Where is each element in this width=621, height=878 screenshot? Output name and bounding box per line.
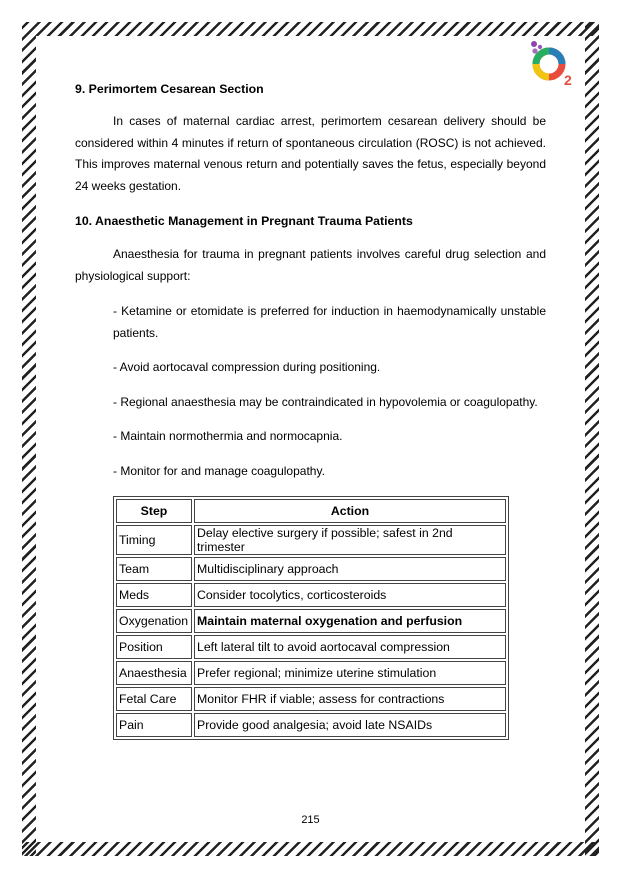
page-border-left: [22, 22, 36, 856]
table-cell: Prefer regional; minimize uterine stimulation: [194, 661, 506, 685]
page-border-top: [22, 22, 599, 36]
list-item: - Ketamine or etomidate is preferred for induction in haemodynamically unstable patients.: [113, 304, 546, 340]
table-row: [116, 525, 506, 555]
table-cell: Position: [116, 635, 192, 659]
table-row: [116, 713, 506, 737]
page-content: [75, 82, 546, 740]
page-border-right: [585, 22, 599, 856]
table-cell: Meds: [116, 583, 192, 607]
table-row: [116, 583, 506, 607]
table-row: [116, 635, 506, 659]
section-heading: 10. Anaesthetic Management in Pregnant Trauma Patients: [75, 214, 413, 228]
svg-text:2: 2: [564, 72, 572, 88]
table-cell: Anaesthesia: [116, 661, 192, 685]
table-cell: Maintain maternal oxygenation and perfusion: [194, 609, 506, 633]
table-cell: Team: [116, 557, 192, 581]
management-table: [113, 496, 509, 740]
table-header-row: [116, 499, 506, 523]
table-cell: Left lateral tilt to avoid aortocaval compression: [194, 635, 506, 659]
list-item: - Avoid aortocaval compression during positioning.: [113, 360, 381, 374]
list-item: - Regional anaesthesia may be contraindicated in hypovolemia or coagulopathy.: [113, 394, 538, 409]
table-row: [116, 661, 506, 685]
table-header-cell: Action: [194, 499, 506, 523]
table-cell: Delay elective surgery if possible; safest in 2nd trimester: [194, 525, 506, 555]
list-item: - Monitor for and manage coagulopathy.: [113, 463, 325, 478]
table-row: [116, 687, 506, 711]
table-cell: Monitor FHR if viable; assess for contractions: [194, 687, 506, 711]
table-cell: Oxygenation: [116, 609, 192, 633]
section-heading: 9. Perimortem Cesarean Section: [75, 82, 264, 96]
table-header-cell: Step: [116, 499, 192, 523]
table-cell: Multidisciplinary approach: [194, 557, 506, 581]
list-item: - Maintain normothermia and normocapnia.: [113, 429, 343, 443]
table-cell: Timing: [116, 525, 192, 555]
table-cell: Pain: [116, 713, 192, 737]
section-paragraph: Anaesthesia for trauma in pregnant patients involves careful drug selection and physiological support:: [75, 247, 546, 283]
bullet-list: [113, 301, 546, 482]
table-cell: Provide good analgesia; avoid late NSAIDs: [194, 713, 506, 737]
table-cell: Fetal Care: [116, 687, 192, 711]
section-paragraph: In cases of maternal cardiac arrest, perimortem cesarean delivery should be considered within 4 minutes if return of spontaneous circulation (ROSC) is not achieved. This improves maternal venous return and potentially saves the fetus, especially beyond 24 weeks gestation.: [75, 114, 546, 193]
table-cell: Consider tocolytics, corticosteroids: [194, 583, 506, 607]
table-row: [116, 557, 506, 581]
table-row: [116, 609, 506, 633]
page-border-bottom: [22, 842, 599, 856]
page-number: 215: [301, 814, 320, 826]
